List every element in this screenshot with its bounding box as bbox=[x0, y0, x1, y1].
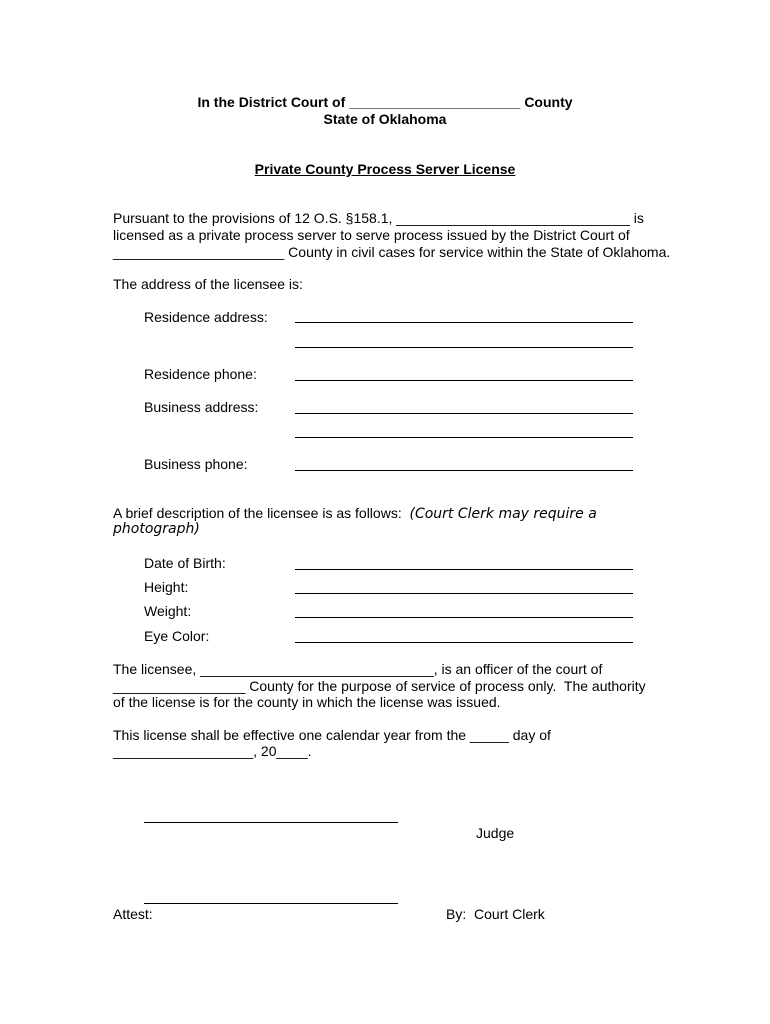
residence-address-line-1[interactable] bbox=[295, 322, 633, 323]
officer-line-3: of the license is for the county in which the license was issued. bbox=[113, 694, 501, 710]
residence-phone-line[interactable] bbox=[295, 380, 633, 381]
eye-color-label: Eye Color: bbox=[144, 628, 210, 644]
attest-label: Attest: bbox=[113, 906, 153, 922]
court-clerk-label: By: Court Clerk bbox=[446, 906, 545, 922]
description-intro: A brief description of the licensee is as follows: bbox=[113, 505, 402, 521]
document-title: Private County Process Server License bbox=[254, 161, 516, 177]
dob-label: Date of Birth: bbox=[144, 555, 226, 571]
intro-line-2: licensed as a private process server to serve process issued by the District Court of bbox=[113, 227, 630, 243]
intro-line-1: Pursuant to the provisions of 12 O.S. §158.1, ______________________________ is bbox=[113, 210, 644, 226]
weight-label: Weight: bbox=[144, 603, 192, 619]
business-address-line-1[interactable] bbox=[295, 413, 633, 414]
clerk-signature-line[interactable] bbox=[144, 903, 398, 904]
description-note: (Court Clerk may require a bbox=[409, 506, 597, 522]
business-address-label: Business address: bbox=[144, 399, 259, 415]
description-note-cont: photograph) bbox=[113, 521, 200, 537]
residence-address-label: Residence address: bbox=[144, 309, 268, 325]
residence-phone-label: Residence phone: bbox=[144, 366, 257, 382]
judge-label: Judge bbox=[476, 825, 515, 841]
dob-line[interactable] bbox=[295, 569, 633, 570]
height-line[interactable] bbox=[295, 593, 633, 594]
officer-line-2: _________________ County for the purpose of service of process only. The authority bbox=[113, 678, 646, 694]
weight-line[interactable] bbox=[295, 617, 633, 618]
court-heading: In the District Court of ______________________ County bbox=[197, 94, 573, 110]
eye-color-line[interactable] bbox=[295, 642, 633, 643]
business-phone-line[interactable] bbox=[295, 470, 633, 471]
effective-line-2: __________________, 20____. bbox=[113, 743, 312, 759]
address-intro: The address of the licensee is: bbox=[113, 276, 303, 292]
business-phone-label: Business phone: bbox=[144, 456, 248, 472]
judge-signature-line[interactable] bbox=[144, 822, 398, 823]
state-heading: State of Oklahoma bbox=[323, 111, 447, 127]
height-label: Height: bbox=[144, 579, 189, 595]
intro-line-3: ______________________ County in civil cases for service within the State of Oklahoma. bbox=[113, 244, 671, 260]
effective-line-1: This license shall be effective one calendar year from the _____ day of bbox=[113, 727, 551, 743]
residence-address-line-2[interactable] bbox=[295, 347, 633, 348]
business-address-line-2[interactable] bbox=[295, 437, 633, 438]
officer-line-1: The licensee, ______________________________, is an officer of the court of bbox=[113, 661, 603, 677]
